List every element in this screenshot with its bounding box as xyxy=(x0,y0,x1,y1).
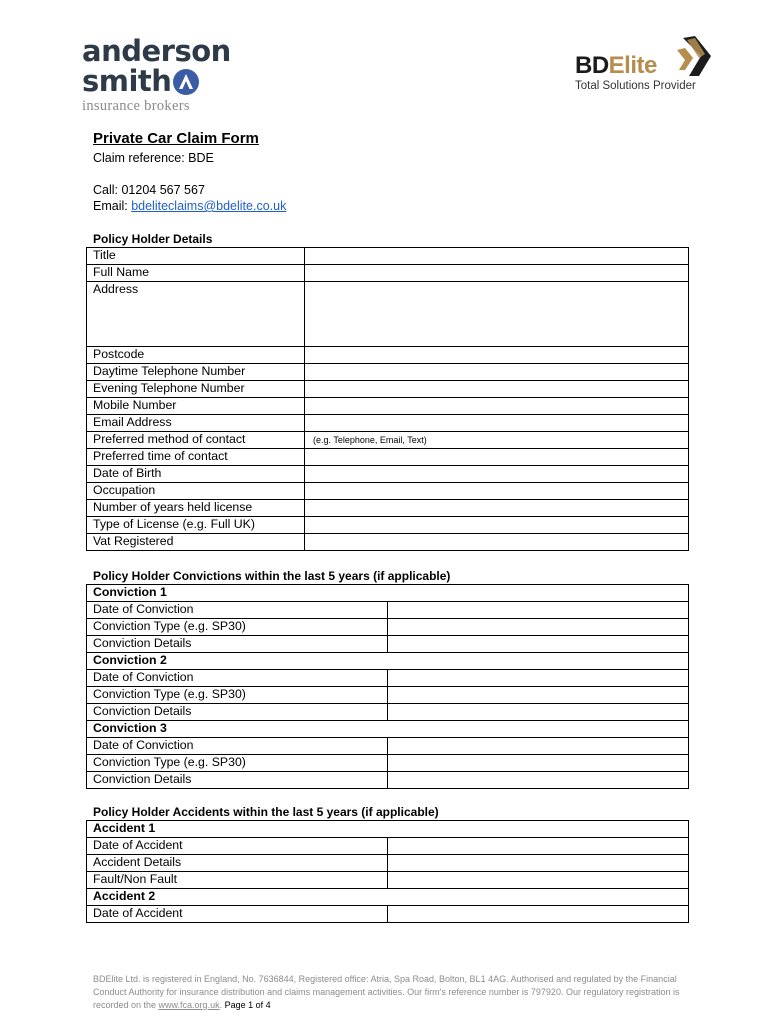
group-heading-row xyxy=(87,585,689,602)
footer xyxy=(93,973,693,1012)
table-row xyxy=(87,534,689,551)
field-label: Email Address xyxy=(87,415,305,432)
table-row xyxy=(87,517,689,534)
field-label: Evening Telephone Number xyxy=(87,381,305,398)
table-row xyxy=(87,602,689,619)
group-heading: Accident 1 xyxy=(87,821,689,838)
field-label: Date of Birth xyxy=(87,466,305,483)
field-value-input[interactable] xyxy=(388,838,689,855)
bdelite-emblem-icon xyxy=(675,34,721,78)
field-label: Vat Registered xyxy=(87,534,305,551)
field-value-input[interactable] xyxy=(388,636,689,653)
table-row xyxy=(87,415,689,432)
logo-smith-text: smith xyxy=(82,64,172,98)
table-row xyxy=(87,398,689,415)
table-row xyxy=(87,755,689,772)
group-heading: Accident 2 xyxy=(87,889,689,906)
field-label: Conviction Type (e.g. SP30) xyxy=(87,755,388,772)
field-value-input[interactable] xyxy=(305,265,689,282)
table-row xyxy=(87,838,689,855)
field-hint: (e.g. Telephone, Email, Text) xyxy=(313,435,427,445)
field-value-input[interactable] xyxy=(305,449,689,466)
field-value-input[interactable] xyxy=(305,432,689,449)
footer-text: BDElite Ltd. is registered in England, No. 7636844, Registered office: Atria, Spa Road, Bolton, BL1 4AG. Authorised and regulated by the Financial Conduct Authority for insurance distribution and claims management activities. Our firm's reference number is 797920. Our regulatory registration is recorded on the xyxy=(93,974,680,1010)
convictions-title: Policy Holder Convictions within the last 5 years (if applicable) xyxy=(93,569,451,583)
bdelite-bd-text: BD xyxy=(575,52,609,79)
field-label: Address xyxy=(87,282,305,347)
table-row xyxy=(87,670,689,687)
field-value-input[interactable] xyxy=(305,248,689,265)
field-label: Occupation xyxy=(87,483,305,500)
email-label: Email: xyxy=(93,199,132,213)
field-value-input[interactable] xyxy=(388,619,689,636)
logo-subtitle: insurance brokers xyxy=(82,98,190,114)
field-label: Preferred method of contact xyxy=(87,432,305,449)
field-value-input[interactable] xyxy=(388,872,689,889)
accidents-table xyxy=(86,820,689,923)
page-title: Private Car Claim Form xyxy=(93,130,259,147)
group-heading-row xyxy=(87,653,689,670)
table-row xyxy=(87,282,689,347)
call-number: Call: 01204 567 567 xyxy=(93,183,205,197)
table-row xyxy=(87,265,689,282)
email-line xyxy=(93,199,286,213)
field-value-input[interactable] xyxy=(305,282,689,347)
fca-link[interactable]: www.fca.org.uk xyxy=(158,1000,220,1010)
field-label: Fault/Non Fault xyxy=(87,872,388,889)
field-value-input[interactable] xyxy=(388,855,689,872)
field-value-input[interactable] xyxy=(388,704,689,721)
field-value-input[interactable] xyxy=(305,517,689,534)
bdelite-elite-text: Elite xyxy=(608,52,657,79)
field-label: Date of Conviction xyxy=(87,738,388,755)
table-row xyxy=(87,364,689,381)
claim-reference: Claim reference: BDE xyxy=(93,151,214,165)
table-row xyxy=(87,466,689,483)
field-value-input[interactable] xyxy=(305,466,689,483)
field-label: Postcode xyxy=(87,347,305,364)
table-row xyxy=(87,483,689,500)
field-value-input[interactable] xyxy=(305,364,689,381)
page-number: Page 1 of 4 xyxy=(224,1000,271,1010)
field-label: Number of years held license xyxy=(87,500,305,517)
accidents-title: Policy Holder Accidents within the last 5 years (if applicable) xyxy=(93,805,439,819)
field-label: Conviction Type (e.g. SP30) xyxy=(87,687,388,704)
field-value-input[interactable] xyxy=(388,687,689,704)
field-label: Conviction Details xyxy=(87,772,388,789)
table-row xyxy=(87,347,689,364)
field-value-input[interactable] xyxy=(388,602,689,619)
group-heading-row xyxy=(87,889,689,906)
policy-holder-table xyxy=(86,247,689,551)
table-row xyxy=(87,687,689,704)
field-label: Date of Accident xyxy=(87,906,388,923)
field-value-input[interactable] xyxy=(388,906,689,923)
field-label: Full Name xyxy=(87,265,305,282)
table-row xyxy=(87,855,689,872)
table-row xyxy=(87,500,689,517)
field-label: Daytime Telephone Number xyxy=(87,364,305,381)
group-heading: Conviction 2 xyxy=(87,653,689,670)
field-label: Conviction Details xyxy=(87,636,388,653)
field-label: Preferred time of contact xyxy=(87,449,305,466)
field-value-input[interactable] xyxy=(305,398,689,415)
field-value-input[interactable] xyxy=(388,738,689,755)
group-heading: Conviction 1 xyxy=(87,585,689,602)
field-label: Date of Accident xyxy=(87,838,388,855)
table-row xyxy=(87,738,689,755)
logo-anderson-text: anderson xyxy=(82,34,231,68)
table-row xyxy=(87,381,689,398)
table-row xyxy=(87,619,689,636)
table-row xyxy=(87,248,689,265)
table-row xyxy=(87,636,689,653)
field-value-input[interactable] xyxy=(305,534,689,551)
field-label: Date of Conviction xyxy=(87,670,388,687)
field-label: Accident Details xyxy=(87,855,388,872)
anderson-smith-logo xyxy=(82,36,231,115)
group-heading: Conviction 3 xyxy=(87,721,689,738)
email-link[interactable]: bdeliteclaims@bdelite.co.uk xyxy=(131,199,287,213)
policy-holder-title: Policy Holder Details xyxy=(93,232,213,246)
field-value-input[interactable] xyxy=(305,347,689,364)
table-row xyxy=(87,906,689,923)
table-row xyxy=(87,704,689,721)
field-value-input[interactable] xyxy=(388,755,689,772)
field-value-input[interactable] xyxy=(388,670,689,687)
field-value-input[interactable] xyxy=(305,381,689,398)
table-row xyxy=(87,432,689,449)
field-value-input[interactable] xyxy=(388,772,689,789)
field-label: Title xyxy=(87,248,305,265)
field-label: Conviction Type (e.g. SP30) xyxy=(87,619,388,636)
bdelite-logo xyxy=(575,34,725,98)
group-heading-row xyxy=(87,721,689,738)
field-label: Date of Conviction xyxy=(87,602,388,619)
table-row xyxy=(87,772,689,789)
bdelite-tagline: Total Solutions Provider xyxy=(575,80,696,92)
table-row xyxy=(87,872,689,889)
field-label: Mobile Number xyxy=(87,398,305,415)
field-value-input[interactable] xyxy=(305,500,689,517)
field-label: Type of License (e.g. Full UK) xyxy=(87,517,305,534)
group-heading-row xyxy=(87,821,689,838)
field-value-input[interactable] xyxy=(305,483,689,500)
bdelite-wordmark xyxy=(575,52,657,80)
logo-emblem-icon xyxy=(173,69,199,95)
field-label: Conviction Details xyxy=(87,704,388,721)
field-value-input[interactable] xyxy=(305,415,689,432)
table-row xyxy=(87,449,689,466)
footer-after-link: . xyxy=(219,1000,225,1010)
convictions-table xyxy=(86,584,689,789)
